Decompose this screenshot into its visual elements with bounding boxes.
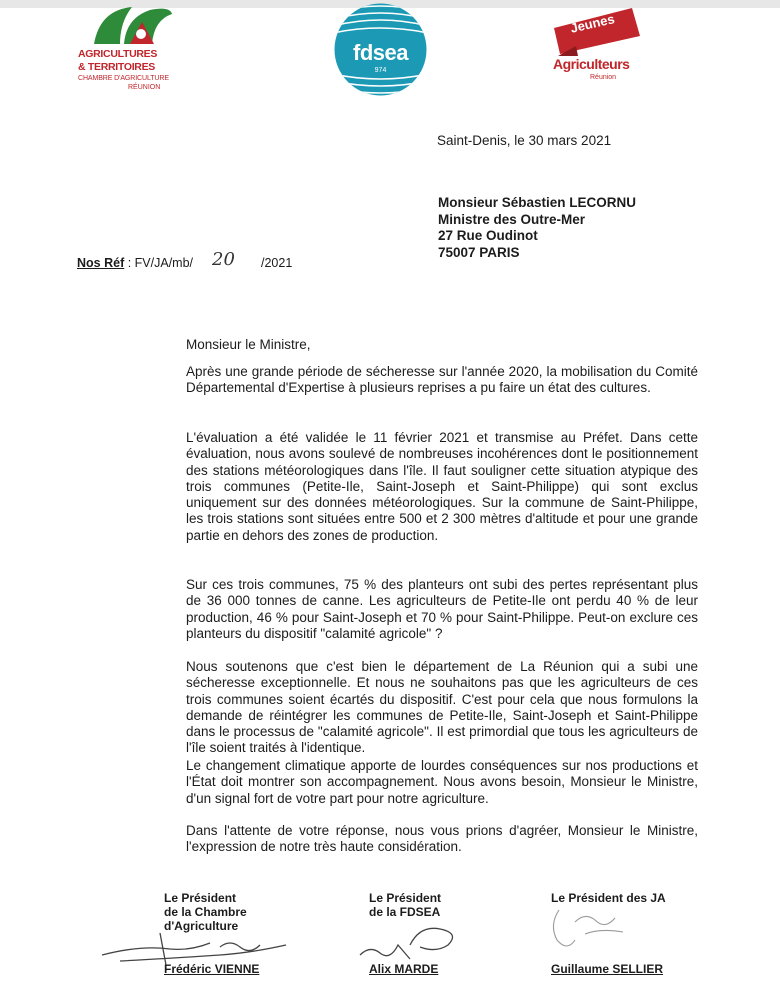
chambre-logo-line3: CHAMBRE D'AGRICULTURE	[78, 75, 169, 82]
signature-title-line: Le Président des JA	[551, 891, 666, 905]
recipient-city: 75007 PARIS	[438, 244, 520, 260]
body-paragraph: Dans l'attente de votre réponse, nous vous prions d'agréer, Monsieur le Ministre, l'expression de notre très haute considération.	[186, 823, 698, 855]
signature-title-line: Le Président	[369, 891, 442, 905]
body-paragraph: Le changement climatique apporte de lourdes conséquences sur nos productions et l'État doit montrer son accompagnement. Nous avons besoin, Monsieur le Ministre, d'un signal fort de votre part pour notre agriculture.	[186, 758, 698, 806]
fdsea-logo	[333, 2, 428, 97]
ja-logo-jeunes: Jeunes	[568, 11, 616, 36]
body-paragraph: Sur ces trois communes, 75 % des planteurs ont subi des pertes représentant plus de 36 000 tonnes de canne. Les agriculteurs de Petite-Ile ont perdu 40 % de leur production, 46 % pour Saint-Joseph et 70 % pour Saint-Philippe. Peut-on exclure ces planteurs du dispositif "calamité agricole" ?	[186, 577, 698, 641]
signatory-name: Guillaume SELLIER	[551, 962, 664, 976]
chambre-logo-line2: & TERRITOIRES	[78, 61, 155, 73]
handwritten-signature-marde	[350, 915, 470, 965]
ja-logo-agriculteurs: Agriculteurs	[553, 56, 630, 72]
reference-line	[77, 249, 293, 270]
signatory-name: Frédéric VIENNE	[164, 962, 260, 976]
recipient-street: 27 Rue Oudinot	[438, 228, 538, 243]
chambre-emblem-icon	[90, 4, 174, 48]
body-paragraph: L'évaluation a été validée le 11 février 2021 et transmise au Préfet. Dans cette évaluation, nous avons soulevé de nombreuses incohérences dont le positionnement des stations météorologiques dans l'île. Il faut souligner cette situation atypique des trois communes (Petite-Ile, Saint-Joseph et Saint-Philippe) qui sont exclus uniquement sur des données météorologiques. Sur la commune de Saint-Philippe, les trois stations sont situées entre 500 et 2 300 mètres d'altitude et pour une grande partie en dehors des zones de production.	[186, 430, 698, 543]
recipient-name: Monsieur Sébastien LECORNU	[438, 195, 637, 210]
signature-title-line: de la FDSEA	[369, 905, 441, 919]
fdsea-logo-number: 974	[374, 67, 387, 74]
signature-title-line: de la Chambre	[164, 905, 247, 919]
ja-logo-region: Réunion	[590, 74, 617, 81]
chambre-logo-line4: RÉUNION	[128, 84, 161, 91]
recipient-title: Ministre des Outre-Mer	[438, 211, 586, 227]
signatory-name: Alix MARDE	[369, 962, 439, 976]
reference-label: Nos Réf	[77, 256, 125, 270]
reference-value: : FV/JA/mb/	[127, 256, 194, 270]
reference-year: /2021	[261, 256, 293, 270]
chambre-agriculture-logo	[78, 4, 188, 98]
handwritten-signature-sellier	[545, 900, 635, 955]
signature-title-line: Le Président	[164, 891, 237, 905]
fdsea-logo-text: fdsea	[353, 40, 408, 65]
reference-handwritten-number: 20	[212, 249, 235, 270]
body-paragraph: Nous soutenons que c'est bien le département de La Réunion qui a subi une sécheresse exceptionnelle. Et nous ne souhaitons pas que les agriculteurs de ces trois communes soient écartés du dispositif. C'est pour cela que nous formulons la demande de réintégrer les communes de Petite-Ile, Saint-Joseph et Saint-Philippe dans le processus de "calamité agricole". Il est primordial que tous les agriculteurs de l'île soient traités à l'identique.	[186, 659, 698, 756]
signature-title-line: d'Agriculture	[164, 919, 239, 933]
letter-date: Saint-Denis, le 30 mars 2021	[437, 133, 612, 148]
body-paragraph: Après une grande période de sécheresse sur l'année 2020, la mobilisation du Comité Départemental d'Expertise à plusieurs reprises a pu faire un état des cultures.	[186, 364, 698, 396]
salutation: Monsieur le Ministre,	[186, 337, 311, 352]
recipient-address	[438, 195, 636, 261]
chambre-logo-line1: AGRICULTURES	[78, 48, 158, 60]
jeunes-agriculteurs-logo	[548, 6, 648, 86]
